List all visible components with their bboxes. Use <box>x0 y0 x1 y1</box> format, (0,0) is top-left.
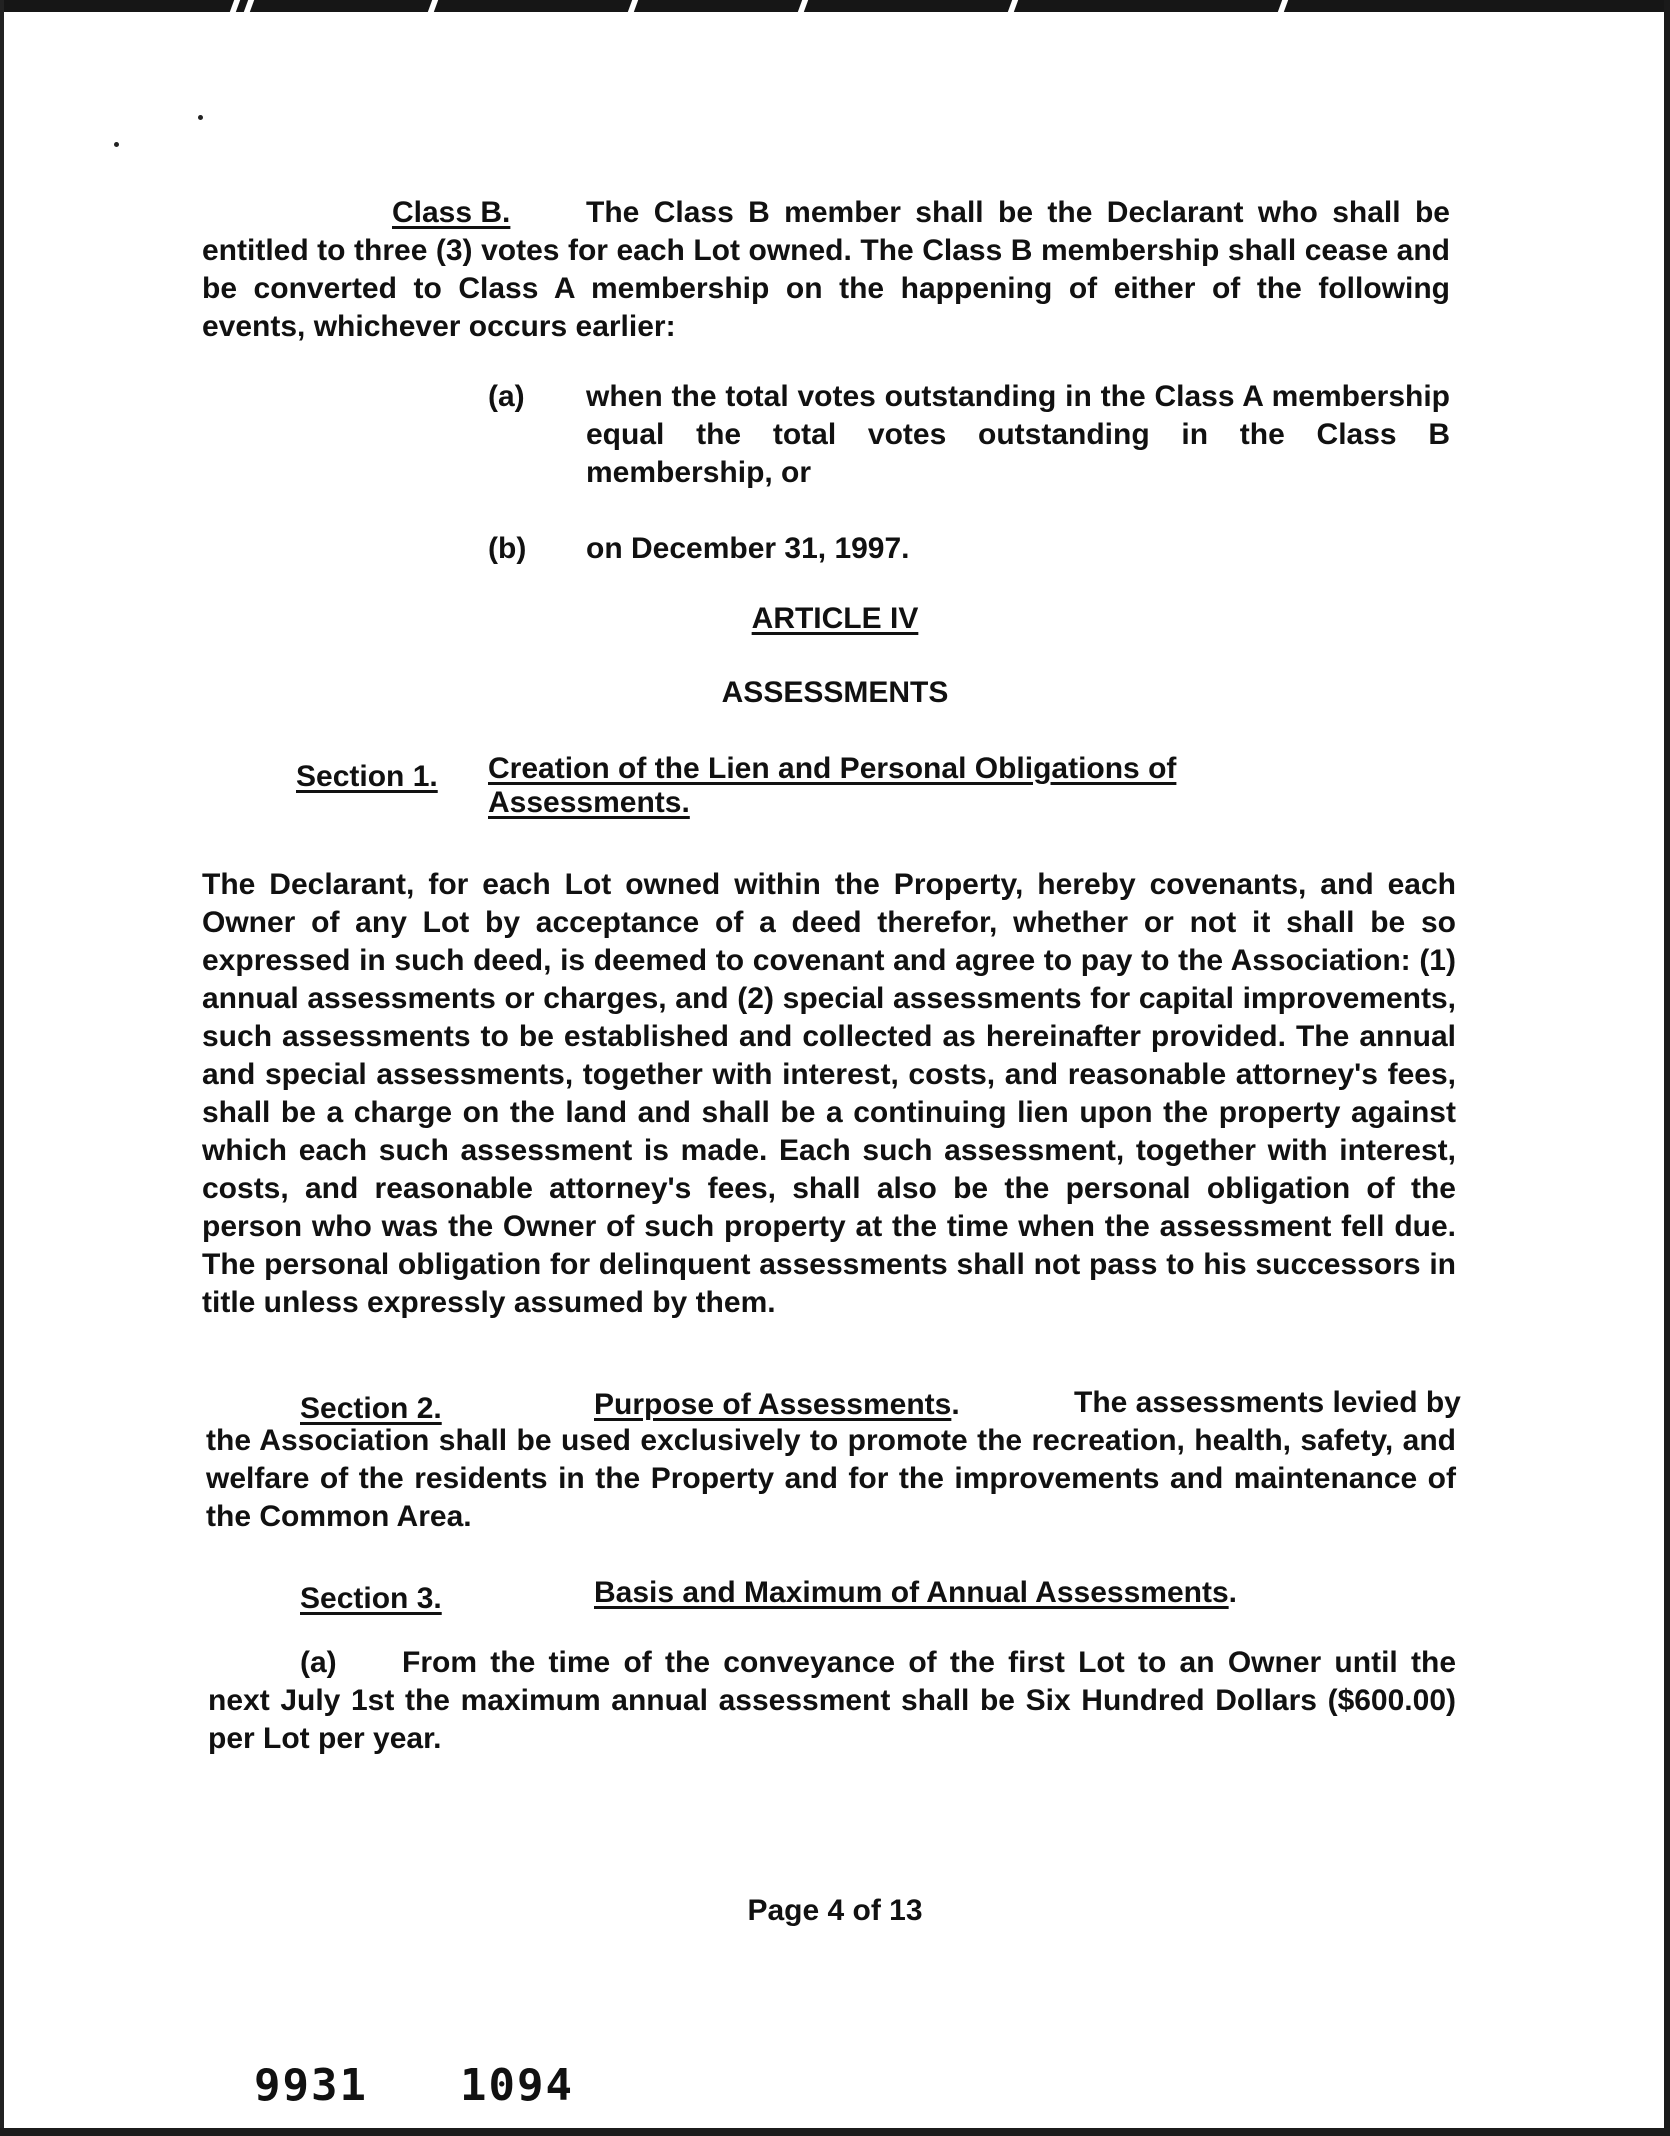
section-1-title-line2: Assessments. <box>488 786 690 819</box>
scan-border-left <box>0 0 4 2136</box>
section-3-title <box>594 1574 1237 1612</box>
article-title: ASSESSMENTS <box>721 676 949 709</box>
class-b-item-a-marker: (a) <box>488 380 525 413</box>
section-3-item-a-marker: (a) <box>300 1646 337 1679</box>
scan-speck <box>114 142 119 147</box>
scan-border-bottom <box>0 2128 1670 2136</box>
scan-border-right <box>1664 0 1670 2136</box>
article-number-label: ARTICLE IV <box>751 602 919 635</box>
book-number-stamp: 9931 <box>254 2060 368 2111</box>
scan-mark <box>244 0 254 12</box>
section-3-label-text: Section 3. <box>300 1582 442 1615</box>
scan-border-top <box>0 0 1670 12</box>
class-b-item-b-marker: (b) <box>488 532 527 565</box>
scan-mark <box>1278 0 1288 12</box>
section-3-label <box>300 1580 442 1618</box>
scan-mark <box>798 0 808 12</box>
section-3-title-period: . <box>1228 1576 1237 1609</box>
scan-mark <box>230 0 240 12</box>
class-b-body: entitled to three (3) votes for each Lot owned. The Class B membership shall cease and be converted to Class A membership on the happening of either of the following events, whichever occurs earlier: <box>202 234 1450 343</box>
section-1-title <box>488 752 1176 820</box>
scan-mark <box>428 0 438 12</box>
class-b-item-a-text: when the total votes outstanding in the Class A membership equal the total votes outstanding in the Class B membership, or <box>586 380 1450 489</box>
section-1-body: The Declarant, for each Lot owned within the Property, hereby covenants, and each Owner of any Lot by acceptance of a deed therefor, whether or not it shall be so expressed in such deed, is deemed to covenant and agree to pay to the Association: (1) annual assessments or charges, and (2) special assessments for capital improvements, such assessments to be established and collected as hereinafter provided. The annual and special assessments, together with interest, costs, and reasonable attorney's fees, shall be a charge on the land and shall be a continuing lien upon the property against which each such assessment is made. Each such assessment, together with interest, costs, and reasonable attorney's fees, shall also be the personal obligation of the person who was the Owner of such property at the time when the assessment fell due. The personal obligation for delinquent assessments shall not pass to his successors in title unless expressly assumed by them. <box>202 868 1456 1319</box>
section-2-label-text: Section 2. <box>300 1392 442 1425</box>
scan-speck <box>198 115 203 120</box>
section-1-label-text: Section 1. <box>296 760 438 793</box>
section-2-first-line: The assessments levied by <box>1074 1386 1461 1419</box>
section-2-title-text: Purpose of Assessments <box>594 1388 952 1421</box>
section-1-label <box>296 758 438 796</box>
class-b-item-b-text: on December 31, 1997. <box>586 532 910 565</box>
section-3-item-a-body: next July 1st the maximum annual assessment shall be Six Hundred Dollars ($600.00) per Lot per year. <box>208 1684 1456 1755</box>
article-number <box>0 602 1670 636</box>
section-2-body: the Association shall be used exclusively to promote the recreation, health, safety, and welfare of the residents in the Property and for the improvements and maintenance of the Common Area. <box>206 1424 1456 1533</box>
section-2-title-period: . <box>951 1388 960 1421</box>
section-3-item-a-first-line: From the time of the conveyance of the first Lot to an Owner until the <box>402 1646 1456 1679</box>
section-3-title-text: Basis and Maximum of Annual Assessments <box>594 1576 1229 1609</box>
section-1-title-line1: Creation of the Lien and Personal Obligations of <box>488 752 1177 785</box>
class-b-label: Class B. <box>392 196 511 229</box>
class-b-first-line: The Class B member shall be the Declarant who shall be <box>586 196 1450 229</box>
page-number-stamp: 1094 <box>460 2060 574 2111</box>
page-number: Page 4 of 13 <box>747 1894 923 1927</box>
class-b-heading <box>392 194 510 232</box>
scan-mark <box>628 0 638 12</box>
section-2-title <box>594 1386 960 1424</box>
scan-mark <box>1008 0 1018 12</box>
